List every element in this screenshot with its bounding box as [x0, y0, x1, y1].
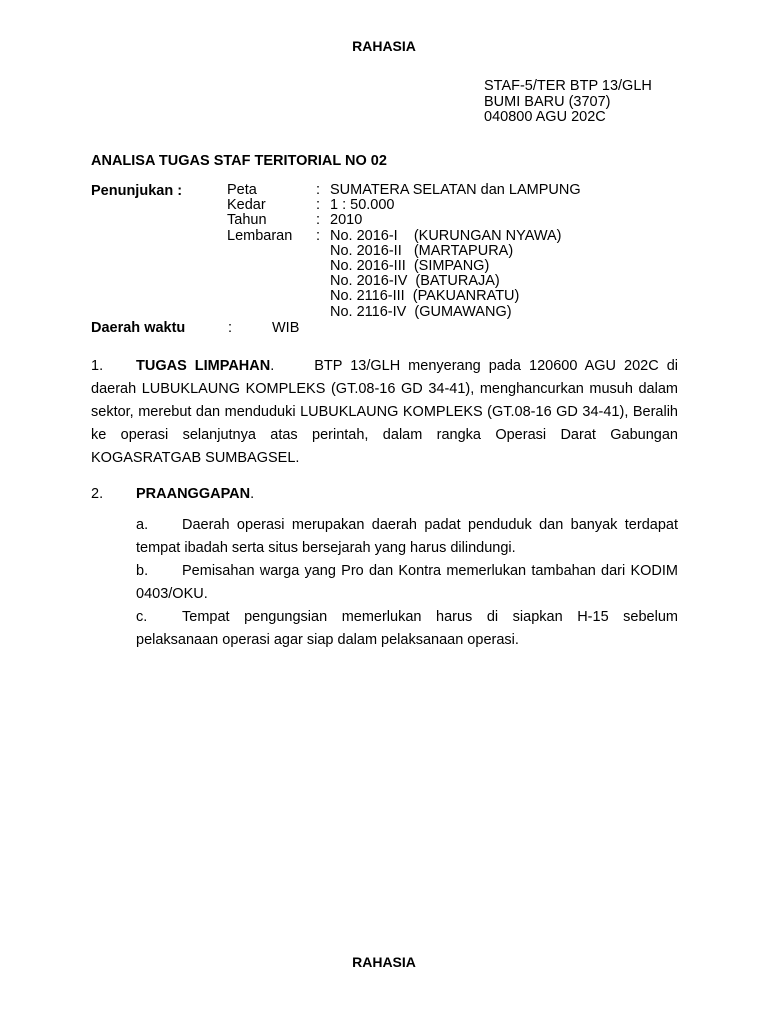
section-number: 1.	[91, 358, 104, 374]
designation-colon	[316, 289, 330, 304]
designation-key: Peta	[227, 182, 257, 198]
praanggapan-item	[136, 606, 678, 652]
document-title: ANALISA TUGAS STAF TERITORIAL NO 02	[91, 153, 387, 169]
classification-header: RAHASIA	[352, 38, 416, 54]
designation-colon: :	[316, 182, 321, 198]
designation-key	[227, 244, 316, 259]
reference-line: BUMI BARU (3707)	[484, 93, 611, 110]
designation-key: Lembaran	[227, 227, 293, 244]
item-letter: a.	[136, 517, 149, 533]
reference-line: STAF-5/TER BTP 13/GLH	[484, 78, 652, 94]
reference-line: 040800 AGU 202C	[484, 109, 606, 125]
section-heading: PRAANGGAPAN	[136, 486, 251, 502]
designation-row	[227, 244, 581, 259]
designation-row	[227, 229, 581, 244]
designation-value: No. 2016-IV (BATURAJA)	[330, 273, 500, 290]
heading-period: .	[250, 486, 255, 502]
timezone-value: WIB	[272, 320, 300, 336]
designation-value: No. 2016-I (KURUNGAN NYAWA)	[330, 227, 562, 244]
designation-row	[227, 305, 581, 320]
section-heading: TUGAS LIMPAHAN	[136, 358, 271, 374]
section-text: BTP 13/GLH menyerang pada 120600 AGU 202C di daerah LUBUKLAUNG KOMPLEKS (GT.08-16 GD 34-41), menghancurkan musuh dalam sektor, merebut dan menduduki LUBUKLAUNG KOMPLEKS (GT.08-16 GD 34-41), Beralih ke operasi selanjutnya atas perintah, dalam rangka Operasi Darat Gabungan KOGASRATGAB SUMBAGSEL.	[91, 358, 678, 466]
item-letter: b.	[136, 563, 149, 579]
heading-period: .	[270, 358, 275, 374]
classification-footer: RAHASIA	[352, 954, 416, 970]
item-text: Tempat pengungsian memerlukan harus di siapkan H-15 sebelum pelaksanaan operasi agar siap dalam pelaksanaan operasi.	[136, 609, 678, 648]
section-praanggapan	[91, 483, 678, 506]
timezone-colon: :	[228, 320, 233, 336]
item-letter: c.	[136, 609, 148, 625]
designation-row	[227, 259, 581, 274]
designation-rows	[227, 183, 581, 320]
designation-value: No. 2116-IV (GUMAWANG)	[330, 303, 512, 320]
designation-row	[227, 274, 581, 289]
praanggapan-item	[136, 514, 678, 560]
designation-row	[227, 198, 581, 213]
designation-value: 1 : 50.000	[330, 197, 395, 214]
designation-key	[227, 274, 316, 289]
designation-colon	[316, 274, 330, 289]
designation-value: No. 2116-III (PAKUANRATU)	[330, 288, 520, 305]
designation-key: Tahun	[227, 212, 267, 229]
item-text: Pemisahan warga yang Pro dan Kontra memerlukan tambahan dari KODIM 0403/OKU.	[136, 563, 678, 602]
reference-block	[484, 79, 652, 126]
designation-row	[227, 183, 581, 198]
designation-key	[227, 259, 316, 274]
designation-value: SUMATERA SELATAN dan LAMPUNG	[330, 182, 581, 198]
designation-colon	[316, 259, 330, 274]
designation-colon: :	[316, 197, 321, 214]
designation-value: No. 2016-III (SIMPANG)	[330, 258, 490, 275]
designation-key: Kedar	[227, 197, 266, 214]
designation-key	[227, 305, 316, 320]
section-number: 2.	[91, 486, 104, 502]
designation-colon	[316, 244, 330, 259]
designation-colon	[316, 305, 330, 320]
designation-row	[227, 213, 581, 228]
designation-value: No. 2016-II (MARTAPURA)	[330, 242, 514, 259]
item-text: Daerah operasi merupakan daerah padat penduduk dan banyak terdapat tempat ibadah serta situs bersejarah yang harus dilindungi.	[136, 517, 678, 556]
praanggapan-item	[136, 560, 678, 606]
designation-label: Penunjukan :	[91, 183, 183, 199]
designation-row	[227, 289, 581, 304]
timezone-row	[91, 320, 299, 336]
designation-key	[227, 289, 316, 304]
timezone-label: Daerah waktu	[91, 320, 186, 336]
designation-value: 2010	[330, 212, 363, 229]
designation-colon: :	[316, 212, 321, 229]
designation-colon: :	[316, 227, 321, 244]
section-tugas-limpahan	[91, 355, 678, 470]
